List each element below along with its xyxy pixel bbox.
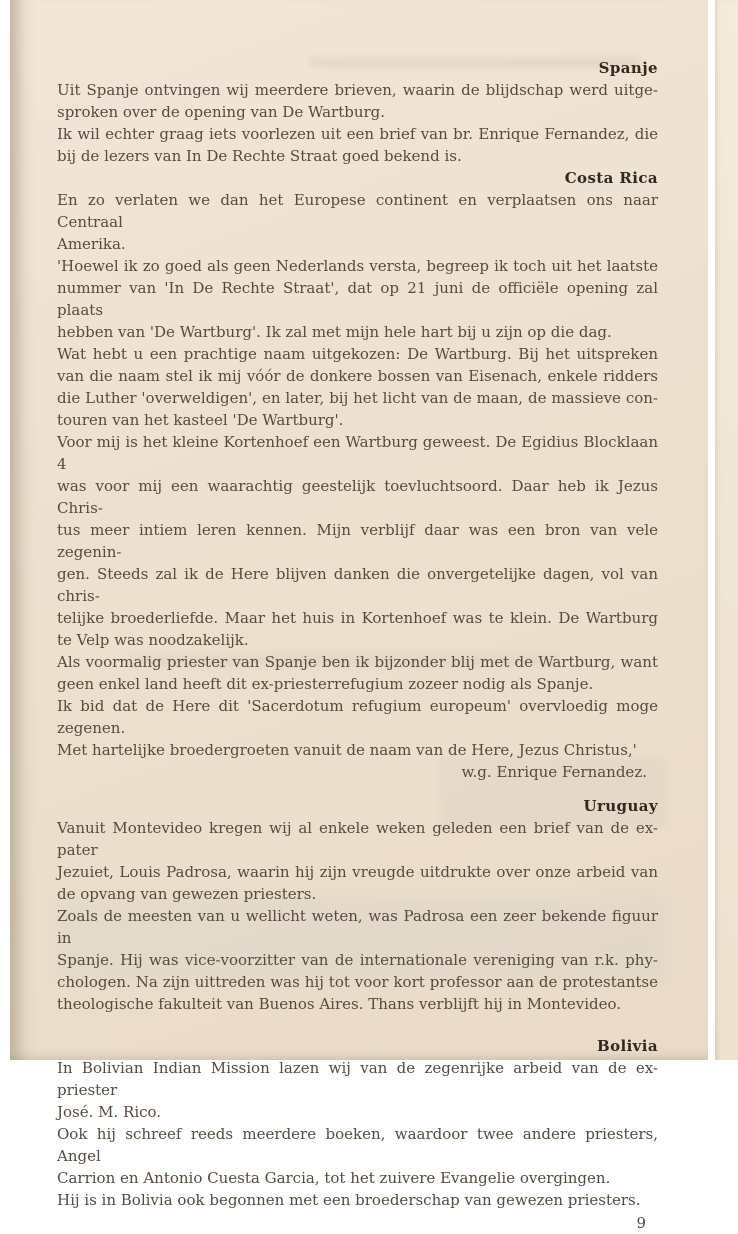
text-line: tus meer intiem leren kennen. Mijn verblijf daar was een bron van vele zegenin- bbox=[57, 521, 658, 561]
paragraph bbox=[57, 189, 658, 255]
section-header-bolivia: Bolivia bbox=[596, 1037, 658, 1055]
text-line: telijke broederliefde. Maar het huis in Kortenhoef was te klein. De Wartburg bbox=[57, 609, 658, 627]
paragraph bbox=[57, 651, 658, 695]
section-uruguay bbox=[57, 795, 658, 1015]
text-line: Hij is in Bolivia ook begonnen met een broederschap van gewezen priesters. bbox=[57, 1191, 641, 1209]
paragraph bbox=[57, 255, 658, 343]
paragraph bbox=[57, 343, 658, 431]
text-line: Ik wil echter graag iets voorlezen uit een brief van br. Enrique Fernandez, die bbox=[57, 125, 658, 143]
text-line: w.g. Enrique Fernandez. bbox=[461, 763, 647, 781]
section-costa-rica bbox=[57, 167, 658, 783]
text-line: te Velp was noodzakelijk. bbox=[57, 631, 249, 649]
text-line: touren van het kasteel 'De Wartburg'. bbox=[57, 411, 344, 429]
section-spanje bbox=[57, 57, 658, 167]
text-line: Spanje. Hij was vice-voorzitter van de internationale vereniging van r.k. phy- bbox=[57, 951, 658, 969]
text-line: Zoals de meesten van u wellicht weten, was Padrosa een zeer bekende figuur in bbox=[57, 907, 658, 947]
text-line: Jezuiet, Louis Padrosa, waarin hij zijn vreugde uitdrukte over onze arbeid van bbox=[57, 863, 658, 881]
text-line: Ik bid dat de Here dit 'Sacerdotum refugium europeum' overvloedig moge bbox=[57, 697, 658, 715]
text-line: Ook hij schreef reeds meerdere boeken, waardoor twee andere priesters, Angel bbox=[57, 1125, 658, 1165]
text-line: Wat hebt u een prachtige naam uitgekozen: De Wartburg. Bij het uitspreken bbox=[57, 345, 658, 363]
paragraph bbox=[57, 695, 658, 739]
text-line: die Luther 'overweldigen', en later, bij het licht van de maan, de massieve con- bbox=[57, 389, 658, 407]
text-line: gen. Steeds zal ik de Here blijven danken die onvergetelijke dagen, vol van chris- bbox=[57, 565, 658, 605]
text-line: Vanuit Montevideo kregen wij al enkele weken geleden een brief van de ex-pater bbox=[57, 819, 658, 859]
signature-line bbox=[57, 761, 658, 783]
text-line: Amerika. bbox=[57, 235, 126, 253]
page-number: 9 bbox=[636, 1214, 646, 1232]
text-line: van die naam stel ik mij vóór de donkere bossen van Eisenach, enkele ridders bbox=[57, 367, 658, 385]
paragraph bbox=[57, 739, 658, 761]
paragraph bbox=[57, 1189, 658, 1211]
text-line: 'Hoewel ik zo goed als geen Nederlands versta, begreep ik toch uit het laatste bbox=[57, 257, 658, 275]
text-line: de opvang van gewezen priesters. bbox=[57, 885, 317, 903]
text-line: Voor mij is het kleine Kortenhoef een Wartburg geweest. De Egidius Blocklaan 4 bbox=[57, 433, 658, 473]
text-line: José. M. Rico. bbox=[57, 1103, 162, 1121]
text-line: chologen. Na zijn uittreden was hij tot voor kort professor aan de protestantse bbox=[57, 973, 658, 991]
adjacent-page-edge bbox=[715, 0, 738, 1060]
paragraph bbox=[57, 123, 658, 167]
text-line: bij de lezers van In De Rechte Straat goed bekend is. bbox=[57, 147, 462, 165]
text-line: Uit Spanje ontvingen wij meerdere brieven, waarin de blijdschap werd uitge- bbox=[57, 81, 658, 99]
paragraph bbox=[57, 431, 658, 651]
text-line: geen enkel land heeft dit ex-priesterrefugium zozeer nodig als Spanje. bbox=[57, 675, 594, 693]
paragraph bbox=[57, 905, 658, 1015]
text-line: nummer van 'In De Rechte Straat', dat op 21 juni de officiële opening zal plaats bbox=[57, 279, 658, 319]
page-content bbox=[57, 57, 658, 1234]
paragraph bbox=[57, 1123, 658, 1189]
text-line: Met hartelijke broedergroeten vanuit de naam van de Here, Jezus Christus,' bbox=[57, 741, 637, 759]
text-line: En zo verlaten we dan het Europese continent en verplaatsen ons naar Centraal bbox=[57, 191, 658, 231]
text-line: Als voormalig priester van Spanje ben ik bijzonder blij met de Wartburg, want bbox=[57, 653, 658, 671]
text-line: was voor mij een waarachtig geestelijk toevluchtsoord. Daar heb ik Jezus Chris- bbox=[57, 477, 658, 517]
text-line: In Bolivian Indian Mission lazen wij van de zegenrijke arbeid van de ex-priester bbox=[57, 1059, 658, 1099]
section-header-uruguay: Uruguay bbox=[583, 797, 658, 815]
text-line: Carrion en Antonio Cuesta Garcia, tot het zuivere Evangelie overgingen. bbox=[57, 1169, 611, 1187]
text-line: sproken over de opening van De Wartburg. bbox=[57, 103, 386, 121]
paragraph bbox=[57, 817, 658, 905]
paragraph bbox=[57, 1057, 658, 1123]
section-header-costa-rica: Costa Rica bbox=[564, 169, 658, 187]
text-line: zegenen. bbox=[57, 719, 126, 737]
document-page bbox=[10, 0, 708, 1232]
section-bolivia bbox=[57, 1035, 658, 1211]
section-header-spanje: Spanje bbox=[598, 59, 658, 77]
text-line: theologische fakulteit van Buenos Aires. Thans verblijft hij in Montevideo. bbox=[57, 995, 622, 1013]
paragraph bbox=[57, 79, 658, 123]
text-line: hebben van 'De Wartburg'. Ik zal met mijn hele hart bij u zijn op die dag. bbox=[57, 323, 612, 341]
